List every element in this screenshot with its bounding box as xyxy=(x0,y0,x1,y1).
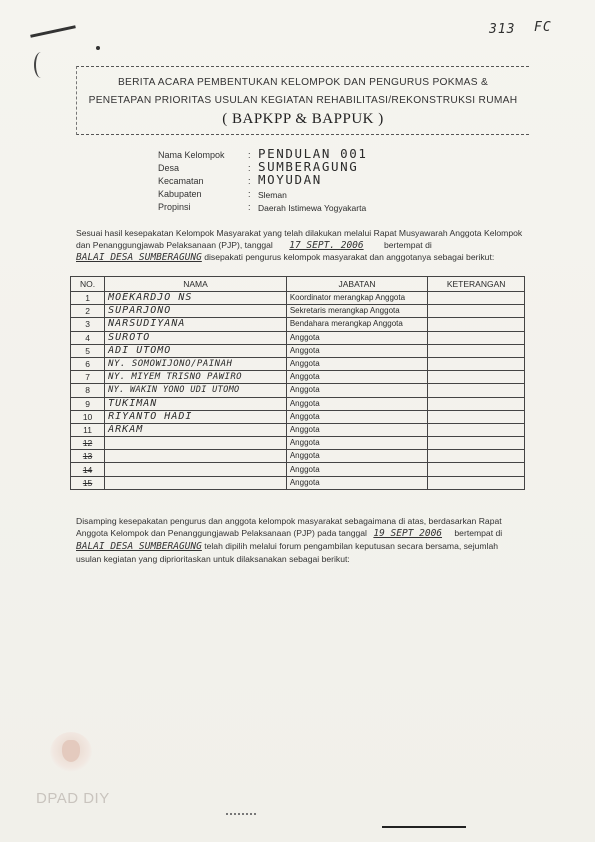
info-label: Propinsi xyxy=(158,202,191,212)
row-jabatan: Anggota xyxy=(286,371,427,384)
row-nama: ADI UTOMO xyxy=(105,344,287,357)
table-header-row xyxy=(71,277,525,292)
col-header-keterangan: KETERANGAN xyxy=(428,277,525,292)
paragraph1-text: dan Penanggungjawab Pelaksanaan (PJP), tanggal xyxy=(76,240,273,250)
row-jabatan: Koordinator merangkap Anggota xyxy=(286,292,427,305)
paragraph2-line1: Disamping kesepakatan pengurus dan anggota kelompok masyarakat sebagaimana di atas, berdasarkan Rapat xyxy=(76,516,502,526)
info-value: Sleman xyxy=(258,190,287,200)
info-colon: : xyxy=(248,150,251,160)
info-colon: : xyxy=(248,202,251,212)
pen-dot xyxy=(96,46,100,50)
header-acronym: ( BAPKPP & BAPPUK ) xyxy=(222,111,384,127)
info-label: Nama Kelompok xyxy=(158,150,225,160)
row-no: 11 xyxy=(71,423,105,436)
seal-emblem xyxy=(62,740,80,762)
col-header-nama: NAMA xyxy=(105,277,287,292)
col-header-no: NO. xyxy=(71,277,105,292)
row-nama: ARKAM xyxy=(105,423,287,436)
table-row xyxy=(71,384,525,397)
document-header xyxy=(76,66,529,135)
paragraph2-text: bertempat di xyxy=(454,528,503,538)
row-jabatan: Anggota xyxy=(286,450,427,463)
row-no: 1 xyxy=(71,292,105,305)
row-no: 4 xyxy=(71,331,105,344)
table-row xyxy=(71,292,525,305)
row-keterangan xyxy=(428,305,525,318)
info-value: PENDULAN 001 xyxy=(258,146,368,161)
row-jabatan: Bendahara merangkap Anggota xyxy=(286,318,427,331)
row-keterangan xyxy=(428,397,525,410)
table-row xyxy=(71,331,525,344)
row-jabatan: Sekretaris merangkap Anggota xyxy=(286,305,427,318)
row-keterangan xyxy=(428,463,525,476)
handwritten-code: FC xyxy=(534,20,552,35)
row-nama: SUROTO xyxy=(105,331,287,344)
table-row xyxy=(71,371,525,384)
row-no: 6 xyxy=(71,357,105,370)
row-jabatan: Anggota xyxy=(286,476,427,489)
info-colon: : xyxy=(248,189,251,199)
table-row xyxy=(71,397,525,410)
paragraph2-line2 xyxy=(76,528,502,539)
paragraph2-text: Anggota Kelompok dan Penanggungjawab Pelaksanaan (PJP) pada tanggal xyxy=(76,528,367,538)
table-row xyxy=(71,476,525,489)
forum-date: 19 SEPT 2006 xyxy=(373,528,443,539)
col-header-jabatan: JABATAN xyxy=(286,277,427,292)
info-value: Daerah Istimewa Yogyakarta xyxy=(258,203,367,213)
row-jabatan: Anggota xyxy=(286,331,427,344)
row-jabatan: Anggota xyxy=(286,357,427,370)
row-nama xyxy=(105,476,287,489)
row-jabatan: Anggota xyxy=(286,344,427,357)
row-keterangan xyxy=(428,371,525,384)
row-no: 14 xyxy=(71,463,105,476)
meeting-place: BALAI DESA SUMBERAGUNG xyxy=(76,252,202,263)
row-keterangan xyxy=(428,450,525,463)
table-row xyxy=(71,423,525,436)
members-table xyxy=(70,276,525,490)
paragraph2-text: telah dipilih melalui forum pengambilan keputusan secara bersama, sejumlah xyxy=(204,541,499,551)
row-nama: MOEKARDJO NS xyxy=(105,292,287,305)
archive-watermark: DPAD DIY xyxy=(36,790,110,807)
paragraph1-line3 xyxy=(76,252,494,263)
table-row xyxy=(71,437,525,450)
table-row xyxy=(71,305,525,318)
row-nama: NY. SOMOWIJONO/PAINAH xyxy=(105,357,287,370)
row-keterangan xyxy=(428,331,525,344)
row-jabatan: Anggota xyxy=(286,410,427,423)
info-label: Kecamatan xyxy=(158,176,204,186)
info-value: SUMBERAGUNG xyxy=(258,159,359,174)
row-nama: RIYANTO HADI xyxy=(105,410,287,423)
row-nama: TUKIMAN xyxy=(105,397,287,410)
info-colon: : xyxy=(248,176,251,186)
row-jabatan: Anggota xyxy=(286,437,427,450)
row-keterangan xyxy=(428,344,525,357)
row-jabatan: Anggota xyxy=(286,423,427,436)
archive-seal-icon xyxy=(50,732,92,772)
row-keterangan xyxy=(428,292,525,305)
row-keterangan xyxy=(428,437,525,450)
row-nama xyxy=(105,437,287,450)
row-jabatan: Anggota xyxy=(286,463,427,476)
paragraph1-line1: Sesuai hasil kesepakatan Kelompok Masyarakat yang telah dilakukan melalui Rapat Musyawarah Anggota Kelompok xyxy=(76,228,523,238)
info-label: Kabupaten xyxy=(158,189,202,199)
row-no: 7 xyxy=(71,371,105,384)
scan-artifact xyxy=(226,813,256,817)
pen-arc xyxy=(34,52,48,78)
row-nama xyxy=(105,463,287,476)
pen-mark xyxy=(30,25,76,37)
paragraph2-line3 xyxy=(76,541,498,552)
row-keterangan xyxy=(428,476,525,489)
row-no: 5 xyxy=(71,344,105,357)
row-no: 3 xyxy=(71,318,105,331)
paragraph1-text: bertempat di xyxy=(384,240,432,250)
row-nama xyxy=(105,450,287,463)
header-title-line1: BERITA ACARA PEMBENTUKAN KELOMPOK DAN PENGURUS POKMAS & xyxy=(117,77,489,88)
meeting-date: 17 SEPT. 2006 xyxy=(289,240,364,251)
row-nama: NY. MIYEM TRISNO PAWIRO xyxy=(105,371,287,384)
row-keterangan xyxy=(428,318,525,331)
row-no: 10 xyxy=(71,410,105,423)
row-no: 13 xyxy=(71,450,105,463)
scan-artifact-line xyxy=(382,826,466,828)
table-row xyxy=(71,318,525,331)
paragraph1-text: disepakati pengurus kelompok masyarakat dan anggotanya sebagai berikut: xyxy=(204,252,495,262)
info-value: MOYUDAN xyxy=(258,172,322,187)
row-keterangan xyxy=(428,423,525,436)
paragraph2-line4: usulan kegiatan yang diprioritaskan untuk dilaksanakan sebagai berikut: xyxy=(76,554,350,564)
row-keterangan xyxy=(428,384,525,397)
table-row xyxy=(71,410,525,423)
row-no: 9 xyxy=(71,397,105,410)
row-nama: NARSUDIYANA xyxy=(105,318,287,331)
header-title-line2: PENETAPAN PRIORITAS USULAN KEGIATAN REHABILITASI/REKONSTRUKSI RUMAH xyxy=(88,95,518,106)
row-nama: NY. WAKIN YONO UDI UTOMO xyxy=(105,384,287,397)
row-keterangan xyxy=(428,410,525,423)
info-label: Desa xyxy=(158,163,180,173)
row-no: 12 xyxy=(71,437,105,450)
table-row xyxy=(71,357,525,370)
paragraph1-line2 xyxy=(76,240,432,251)
row-no: 8 xyxy=(71,384,105,397)
info-colon: : xyxy=(248,163,251,173)
row-jabatan: Anggota xyxy=(286,384,427,397)
row-keterangan xyxy=(428,357,525,370)
forum-place: BALAI DESA SUMBERAGUNG xyxy=(76,541,202,552)
table-row xyxy=(71,463,525,476)
table-row xyxy=(71,450,525,463)
row-jabatan: Anggota xyxy=(286,397,427,410)
table-row xyxy=(71,344,525,357)
row-nama: SUPARJONO xyxy=(105,305,287,318)
handwritten-number: 313 xyxy=(489,22,516,37)
row-no: 2 xyxy=(71,305,105,318)
row-no: 15 xyxy=(71,476,105,489)
